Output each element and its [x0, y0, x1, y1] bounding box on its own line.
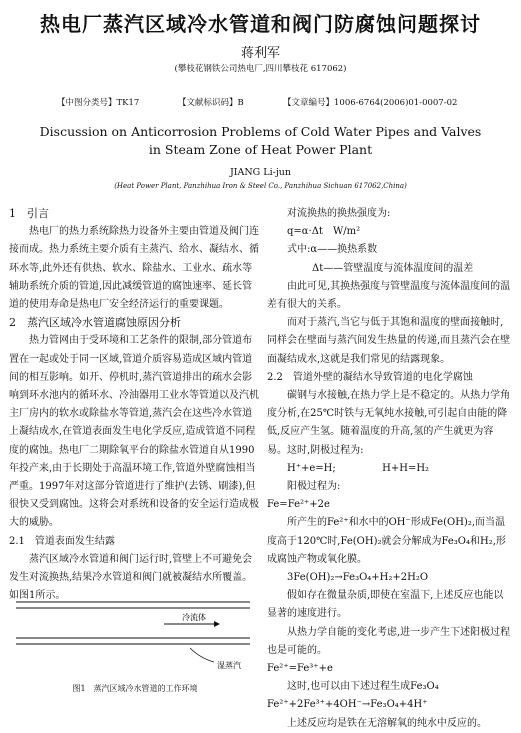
paragraph-conclusion: 上述反应均是铁在无溶解氧的纯水中反应的。 — [287, 717, 487, 729]
fe3o4-equation: Fe²⁺+2Fe³⁺+4OH⁻→Fe₃O₄+4H⁺ — [267, 699, 428, 711]
wet-steam-label: 湿蒸汽 — [217, 661, 241, 670]
english-title-line-2: in Steam Zone of Heat Power Plant — [148, 142, 373, 157]
convection-intro: 对流换热的换热强度为: — [287, 208, 391, 219]
cathode-equation-1: H⁺+e=H; — [287, 462, 336, 474]
decomposition-equation: 3Fe(OH)₂→Fe₃O₄+H₂+2H₂O — [287, 572, 429, 584]
english-title-line-1: Discussion on Anticorrosion Problems of Cold Water Pipes and Valves — [39, 124, 482, 139]
section-1-heading: 1 引言 — [9, 207, 49, 220]
pipe-figure — [14, 584, 254, 680]
classification-number: 【中图分类号】TK17 — [57, 98, 140, 108]
english-affiliation: (Heat Power Plant, Panzhihua Iron & Steel Co., Panzhihua Sichuan 617062,China) — [114, 182, 407, 190]
flow-arrow-head — [214, 621, 220, 627]
paragraph-condensation: 而对于蒸汽,当它与低于其饱和温度的壁面接触时,同样会在壁面与蒸汽间发生热量的传递,而且蒸汽会在壁面凝结成水,这就是我们常见的结露现象。 — [267, 317, 511, 365]
right-column — [267, 205, 513, 733]
section-1-paragraph: 热电厂的热力系统除热力设备外主要由管道及阀门连接而成。热力系统主要介质有主蒸汽、给水、凝结水、循环水等,此外还有供热、软水、除盐水、工业水、疏水等辅助系统介质的管道,因此减缓管道的腐蚀速率、延长管道的使用寿命是热电厂安全经济运行的重要课题。 — [9, 226, 259, 311]
fe2-fe3-equation: Fe²⁺=Fe³⁺+e — [267, 663, 333, 675]
paragraph-fe3o4: 这时,也可以由下述过程生成Fe₃O₄ — [287, 681, 439, 693]
author-name: 蒋利军 — [240, 46, 280, 61]
english-author: JIANG Li-jun — [229, 167, 292, 178]
section-2-paragraph: 热力管网由于受环境和工艺条件的限制,部分管道布置在一起或处于同一区域,管道介质容易造成区域内管道间的相互影响。如开、停机时,蒸汽管道排出的疏水会影响到环水池内的循环水、冷油器用工业水等管道以及汽机主厂房内的软水或除盐水等管道,蒸汽会在这些冷水管道上凝结成水,在管道表面发生电化学反应,造成管道不同程度的腐蚀。热电厂二期除氧平台的除盐水管道自从1990年投产来,由于长期处于高温环境工作,管道外壁腐蚀相当严重。1997年对这部分管道进行了维护(去锈、刷漆),但很快又受到腐蚀。这将会对系统和设备的安全运行造成极大的威胁。 — [9, 335, 259, 529]
figure-caption: 图1 蒸汽区域冷水管道的工作环境 — [72, 684, 198, 693]
section-2-1-heading: 2.1 管道表面发生结露 — [9, 535, 115, 547]
left-column — [9, 205, 261, 605]
formula-where-line: 式中:α——换热系数 — [287, 244, 378, 256]
paragraph-fe-oh2: 所产生的Fe²⁺和水中的OH⁻形成Fe(OH)₂,而当温度高于120℃时,Fe(OH)₂就会分解成为Fe₃O₄和H₂,形成腐蚀产物或氧化膜。 — [267, 517, 506, 565]
paragraph-impurities: 假如存在微量杂质,即使在室温下,上述反应也能以显著的速度进行。 — [267, 590, 504, 620]
paragraph-temp-difference: 由此可见,其换热强度与管壁温度与流体温度间的温差有很大的关系。 — [267, 280, 511, 311]
section-2-2-heading: 2.2 管道外壁的凝结水导致管道的电化学腐蚀 — [267, 371, 473, 383]
anode-process-label: 阳极过程为: — [287, 481, 341, 493]
cathode-equation-2: H+H=H₂ — [382, 462, 430, 474]
section-2-2-paragraph: 碳钢与水接触,在热力学上是不稳定的。从热力学角度分析,在25℃时铁与无氧纯水接触,可引起自由能的降低,反应产生氢。随着温度的升高,氢的产生就更为容易。这时,阴极过程为: — [267, 390, 511, 456]
article-number: 【文章编号】1006-6764(2006)01-0007-02 — [283, 98, 458, 108]
formula-delta-line: Δt——管壁温度与流体温度间的温差 — [312, 262, 474, 274]
cathode-equations — [267, 460, 513, 478]
anode-equation: Fe=Fe²⁺+2e — [267, 499, 330, 511]
cold-fluid-label: 冷流体 — [182, 613, 206, 622]
author-affiliation: (攀枝花钢铁公司热电厂,四川攀枝花 617062) — [174, 64, 347, 74]
section-2-1-paragraph: 蒸汽区域冷水管道和阀门运行时,管壁上不可避免会发生对流换热,结果冷水管道和阀门就被凝结水所覆盖。如图1所示。 — [9, 553, 253, 602]
section-2-heading: 2 蒸汽区域冷水管道腐蚀原因分析 — [9, 316, 181, 330]
steam-leader-line — [190, 648, 214, 662]
page-title: 热电厂蒸汽区域冷水管道和阀门防腐蚀问题探讨 — [40, 12, 481, 36]
paragraph-thermodynamics: 从热力学自能的变化考虑,进一步产生下述阳极过程也是可能的。 — [267, 626, 511, 656]
heat-flux-formula: q=α·Δt W/m² — [287, 226, 361, 238]
document-code: 【文献标识码】B — [178, 98, 244, 108]
english-title — [0, 123, 521, 159]
